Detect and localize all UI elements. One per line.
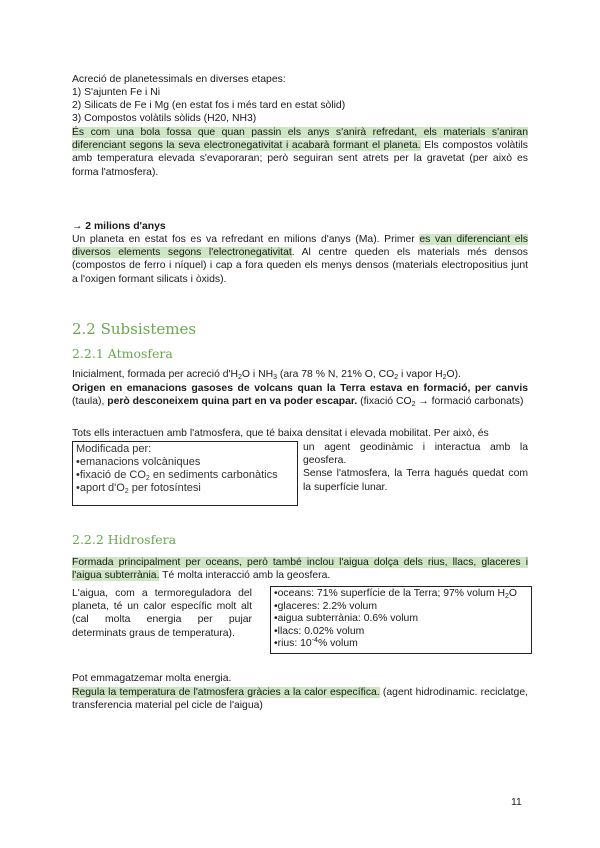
hidrosfera-left: L'aigua, com a termoreguladora del planeta, té un calor específic molt alt (cal molta energia per pujar determinats graus de temperatura). — [72, 588, 252, 639]
box-item: •aigua subterrània: 0.6% volum — [274, 613, 418, 625]
hidrosfera-box — [270, 586, 532, 654]
regula-rest: (agent hidrodinamic. reciclatge, transferencia material pel cicle de l'aigua) — [72, 687, 529, 712]
atmosfera-side-1: un agent geodinàmic i interactua amb la geosfera. — [303, 442, 528, 467]
box-item: •glaceres: 2.2% volum — [274, 600, 377, 612]
hidrosfera-title: 2.2.2 Hidrosfera — [72, 532, 177, 547]
intro-step-2: 2) Silicats de Fe i Mg (en estat fos i més tard en estat sòlid) — [72, 100, 346, 111]
atmosfera-side — [303, 441, 528, 494]
intro-highlight: És com una bola fossa que quan passin els anys s'anirà refredant, els materials s'aniran diferenciant segons la seva electronegativitat i acabarà formant el planeta. — [72, 127, 528, 152]
page-number: 11 — [511, 797, 522, 808]
atmosfera-line-1: Inicialment, formada per acreció $d'H_2O$ i $NH_3$ (ara 78 % N, 21% O, $CO_2$ i vapor $H_2O$). — [72, 369, 461, 381]
intro-title: Acreció de planetessimals en diverses etapes: — [72, 74, 286, 85]
box-item: •fixació de $CO_2$ en sediments carbonàtics — [76, 469, 278, 482]
millions-heading: → 2 milions d'anys — [72, 221, 166, 232]
box-item: •aport $d'O_2$ per fotosíntesi — [76, 482, 201, 495]
hidrosfera-energy: Pot emmagatzemar molta energia. — [72, 673, 232, 684]
millions-paragraph — [72, 233, 528, 286]
atmosfera-title: 2.2.1 Atmosfera — [72, 346, 173, 361]
regula-highlight: Regula la temperatura de l'atmosfera gràcies a la calor específica. — [72, 687, 380, 698]
intro-step-3: 3) Compostos volàtils sòlids (H20, NH3) — [72, 113, 257, 124]
atmosfera-origin: Origen en emanacions gasoses de volcans quan la Terra estava en formació, per canvis (taula), però desconeixem quina part en va poder escapar. (fixació $CO_2$ → formació carbonats) — [72, 383, 528, 409]
hidrosfera-paragraph — [72, 556, 528, 582]
box-item: •rius: $10^{-4}\%$ volum — [274, 637, 358, 650]
millions-text-1: Un planeta en estat fos es va refredant en milions d'anys (Ma). Primer — [72, 234, 420, 245]
millions-highlight: es van diferenciant els diversos elements segons l'electronegativitat — [72, 234, 529, 259]
hidrosfera-highlight: Formada principalment per oceans, però també inclou l'aigua dolça dels rius, llacs, glaceres i l'aigua subterrània. — [72, 557, 528, 582]
atmosfera-tots: Tots ells interactuen amb l'atmosfera, que té baixa densitat i elevada mobilitat. Per això, és — [72, 428, 489, 439]
atmosfera-side-2: Sense l'atmosfera, la Terra hagués quedat com la superfície lunar. — [303, 468, 528, 493]
box-item: •emanacions volcàniques — [76, 456, 201, 468]
atmosfera-box — [72, 441, 298, 506]
box-item: •oceans: 71% superfície de la Terra; 97% volum $H_2O$ — [274, 588, 518, 600]
intro-rest: Els compostos volàtils amb temperatura elevada s'evaporaran; però seguiran sent atrets per la gravetat (per això es forma l'atmosfera). — [72, 140, 528, 178]
box-item: •llacs: 0.02% volum — [274, 625, 365, 637]
millions-text-2: . Al centre queden els materials més densos (compostos de ferro i níquel) i cap a fora queden els menys densos (materials electropositius junt a l'oxigen formant silicats i òxids). — [72, 247, 528, 285]
section-title: 2.2 Subsistemes — [72, 320, 197, 338]
hidrosfera-regula — [72, 686, 528, 712]
intro-paragraph — [72, 126, 528, 179]
hidrosfera-rest: Té molta interacció amb la geosfera. — [159, 570, 331, 582]
box-title: Modificada per: — [76, 443, 152, 455]
intro-step-1: 1) S'ajunten Fe i Ni — [72, 87, 161, 98]
